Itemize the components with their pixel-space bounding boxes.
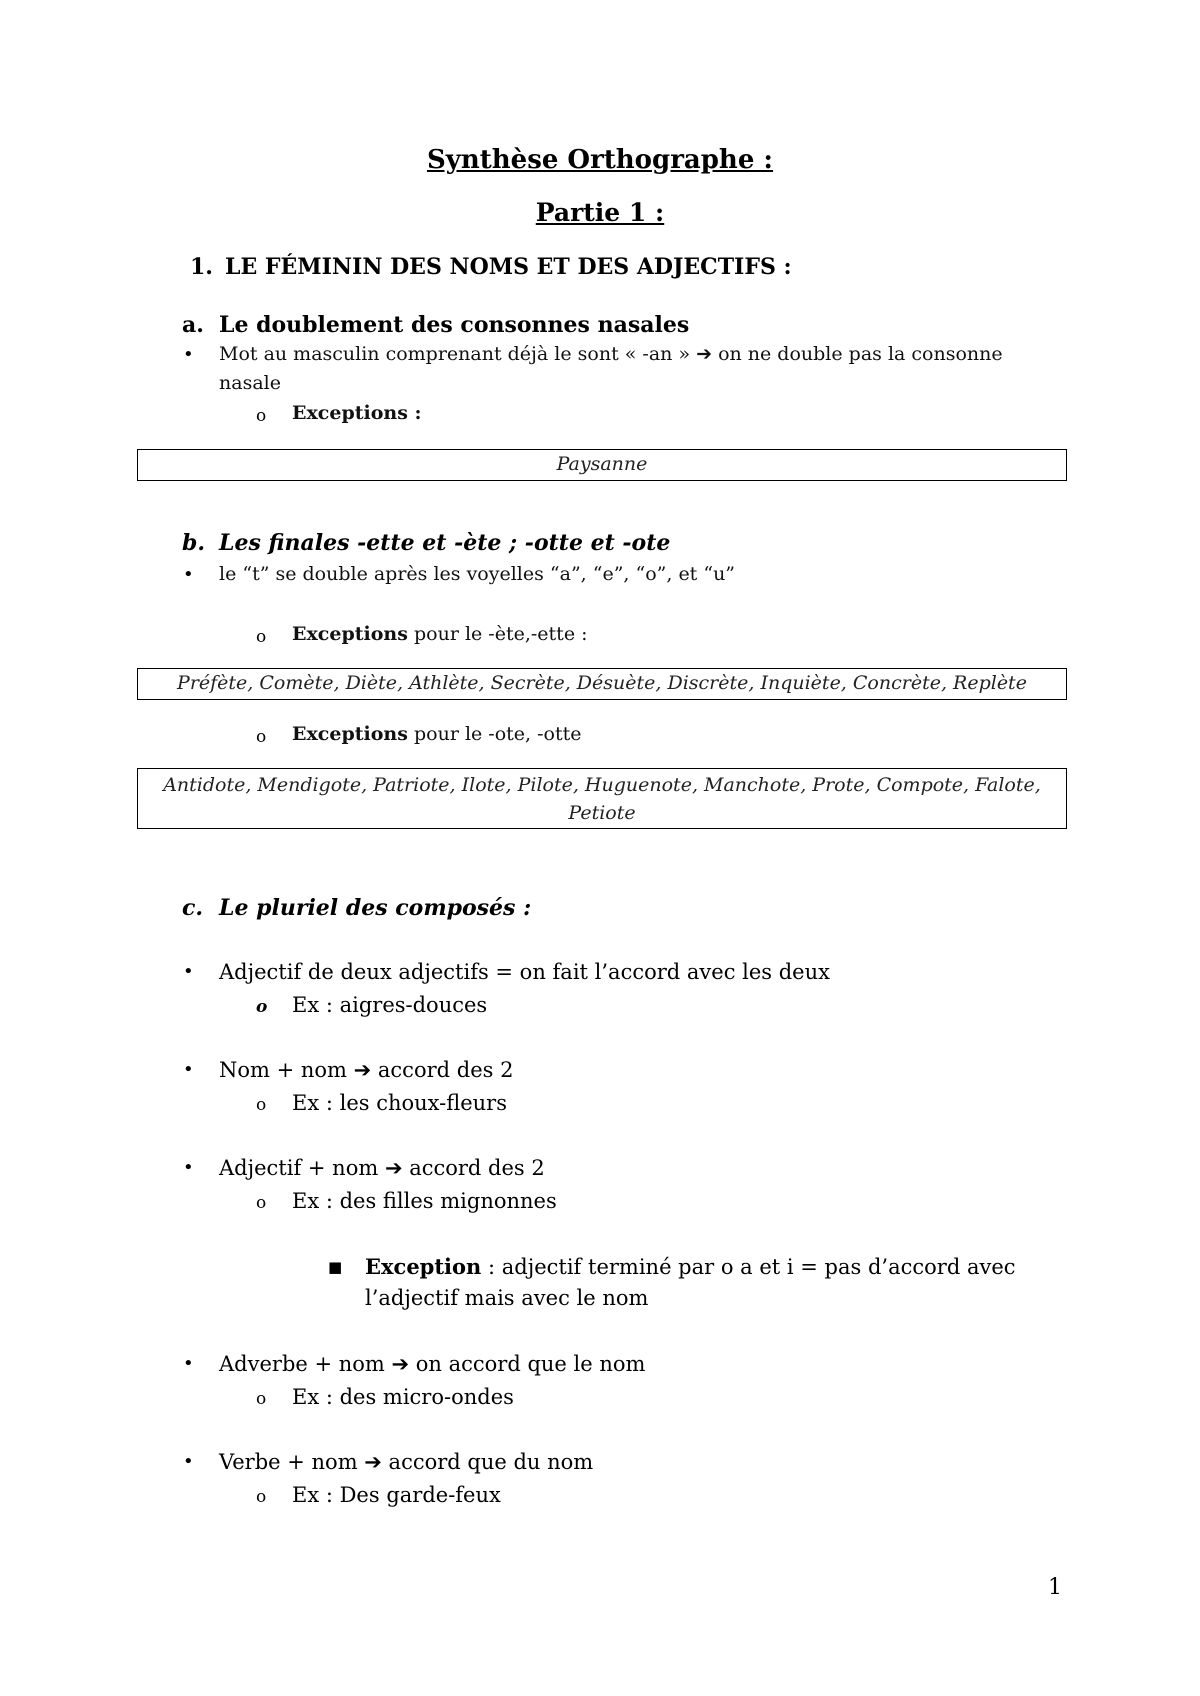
subsection-c-letter: c. (182, 895, 204, 921)
exception-label: Exception (365, 1254, 482, 1279)
rule-text: nasale (219, 372, 281, 394)
circle-bullet-icon: o (256, 406, 267, 426)
exceptions-box: Antidote, Mendigote, Patriote, Ilote, Pilote, Huguenote, Manchote, Prote, Compote, Falote, Petiote (137, 768, 1067, 829)
example-text: Ex : des micro-ondes (292, 1385, 514, 1409)
rule-text: Mot au masculin comprenant déjà le sont « -an » ➔ on ne double pas la consonne (219, 343, 1003, 365)
exceptions-line (292, 623, 588, 645)
exceptions-line (292, 723, 582, 745)
subsection-b-heading: Les finales -ette et -ète ; -otte et -ote (219, 530, 671, 556)
page-number: 1 (1048, 1575, 1062, 1600)
bullet-icon: • (183, 1451, 194, 1472)
exception-text: : adjectif terminé par o a et i = pas d’accord avec (481, 1255, 1016, 1279)
rule-text: Adjectif + nom ➔ accord des 2 (219, 1156, 545, 1180)
rule-text: le “t” se double après les voyelles “a”, “e”, “o”, et “u” (219, 563, 736, 585)
example-text: Ex : aigres-douces (292, 993, 488, 1017)
exceptions-box: Préfète, Comète, Diète, Athlète, Secrète, Désuète, Discrète, Inquiète, Concrète, Replète (137, 668, 1067, 700)
circle-bullet-icon: o (256, 1095, 267, 1115)
subsection-a-letter: a. (182, 312, 204, 338)
exceptions-box: Paysanne (137, 449, 1067, 481)
bullet-icon: • (183, 564, 194, 585)
document-title: Synthèse Orthographe : (426, 145, 774, 175)
circle-bullet-icon: o (256, 727, 267, 747)
rule-text: Nom + nom ➔ accord des 2 (219, 1058, 514, 1082)
exception-line (365, 1254, 1016, 1279)
circle-bullet-icon: o (256, 627, 267, 647)
exceptions-label: Exceptions : (292, 402, 422, 424)
example-text: Ex : des filles mignonnes (292, 1189, 557, 1213)
subsection-c-heading: Le pluriel des composés : (219, 895, 532, 921)
exception-text: l’adjectif mais avec le nom (365, 1286, 649, 1310)
rule-text: Verbe + nom ➔ accord que du nom (219, 1450, 594, 1474)
exceptions-suffix: pour le -ote, -otte (407, 723, 582, 745)
section-number: 1. (190, 254, 213, 280)
section-heading: LE FÉMININ DES NOMS ET DES ADJECTIFS : (225, 254, 792, 280)
exceptions-suffix: pour le -ète,-ette : (407, 623, 588, 645)
circle-bullet-icon: o (256, 997, 268, 1017)
bullet-icon: • (183, 1059, 194, 1080)
rule-text: Adjectif de deux adjectifs = on fait l’accord avec les deux (219, 960, 830, 984)
example-text: Ex : les choux-fleurs (292, 1091, 507, 1115)
bullet-icon: • (183, 961, 194, 982)
bullet-icon: • (183, 1157, 194, 1178)
circle-bullet-icon: o (256, 1389, 267, 1409)
example-text: Ex : Des garde-feux (292, 1483, 501, 1507)
bullet-icon: • (183, 1353, 194, 1374)
rule-text: Adverbe + nom ➔ on accord que le nom (219, 1352, 646, 1376)
circle-bullet-icon: o (256, 1487, 267, 1507)
subsection-a-heading: Le doublement des consonnes nasales (219, 312, 690, 338)
subsection-b-letter: b. (182, 530, 206, 556)
part-title: Partie 1 : (535, 198, 665, 227)
circle-bullet-icon: o (256, 1193, 267, 1213)
exceptions-label: Exceptions (292, 723, 408, 745)
exceptions-label: Exceptions (292, 623, 408, 645)
square-bullet-icon: ■ (328, 1258, 343, 1276)
bullet-icon: • (183, 344, 194, 365)
